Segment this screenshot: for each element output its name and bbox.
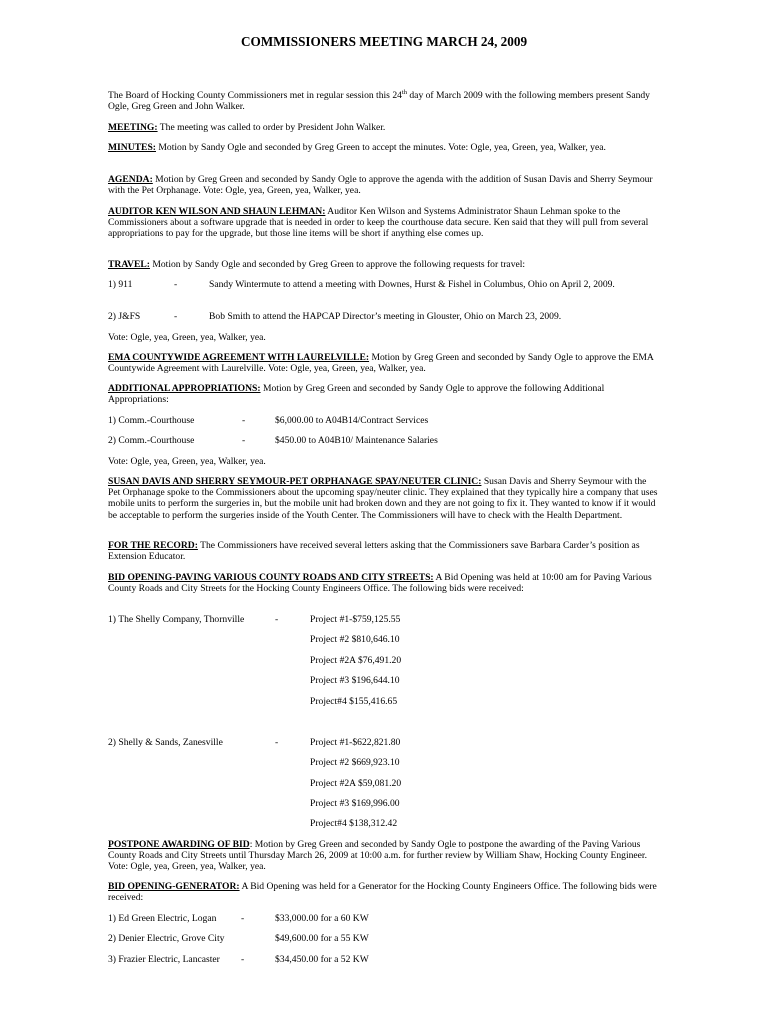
intro-superscript: th	[401, 88, 407, 96]
generator-bidder: 2) Denier Electric, Grove City	[108, 933, 225, 944]
record-heading: FOR THE RECORD:	[108, 540, 198, 551]
appropriations-vote: Vote: Ogle, yea, Green, yea, Walker, yea.	[108, 456, 266, 467]
bidder-label: 2) Shelly & Sands, Zanesville	[108, 737, 223, 748]
minutes-text: Motion by Sandy Ogle and seconded by Greg Green to accept the minutes. Vote: Ogle, yea, Green, yea, Walker, yea.	[155, 142, 606, 153]
agenda-section	[108, 174, 660, 196]
minutes-section	[108, 142, 660, 153]
postpone-text: : Motion by Greg Green and seconded by Sandy Ogle to postpone the awarding of the Paving Various County Roads and City Streets until Thursday March 26, 2009 at 10:00 a.m. for further review by William Shaw, Hocking County Engineer. Vote: Ogle, yea, Green, yea, Walker, yea.	[108, 839, 648, 873]
generator-bidder: 3) Frazier Electric, Lancaster	[108, 954, 220, 965]
bid-paving-section	[108, 572, 660, 594]
project-bid: Project #2A $76,491.20	[310, 655, 402, 666]
bid-generator-section	[108, 881, 660, 903]
bidder-dash: -	[275, 614, 279, 625]
generator-bid: $49,600.00 for a 55 KW	[275, 933, 369, 944]
travel-item-label: 2) J&FS	[108, 311, 141, 322]
generator-dash: -	[241, 913, 245, 924]
project-bid: Project#4 $155,416.65	[310, 696, 398, 707]
bid-generator-heading: BID OPENING-GENERATOR:	[108, 881, 240, 892]
bid-generator-text: A Bid Opening was held for a Generator for the Hocking County Engineers Office. The following bids were received:	[108, 881, 657, 904]
meeting-text: The meeting was called to order by President John Walker.	[157, 122, 386, 133]
project-bid: Project #1-$622,821.80	[310, 737, 401, 748]
appropriation-dash: -	[242, 415, 246, 426]
ema-section	[108, 352, 660, 374]
intro-paragraph	[108, 90, 660, 112]
bidder-label: 1) The Shelly Company, Thornville	[108, 614, 245, 625]
travel-item-text: Sandy Wintermute to attend a meeting with Downes, Hurst & Fishel in Columbus, Ohio on April 2, 2009.	[209, 279, 615, 290]
record-section	[108, 540, 660, 562]
travel-item-dash: -	[174, 311, 178, 322]
appropriation-label: 1) Comm.-Courthouse	[108, 415, 195, 426]
travel-vote: Vote: Ogle, yea, Green, yea, Walker, yea.	[108, 332, 266, 343]
travel-item-text: Bob Smith to attend the HAPCAP Director’s meeting in Glouster, Ohio on March 23, 2009.	[209, 311, 562, 322]
generator-bid: $34,450.00 for a 52 KW	[275, 954, 369, 965]
project-bid: Project #1-$759,125.55	[310, 614, 401, 625]
auditor-heading: AUDITOR KEN WILSON AND SHAUN LEHMAN:	[108, 206, 326, 217]
agenda-text: Motion by Greg Green and seconded by Sandy Ogle to approve the agenda with the addition of Susan Davis and Sherry Seymour with the Pet Orphanage. Vote: Ogle, yea, Green, yea, Walker, yea.	[108, 174, 653, 197]
travel-item-dash: -	[174, 279, 178, 290]
bid-paving-text: A Bid Opening was held at 10:00 am for Paving Various County Roads and City Streets for the Hocking County Engineers Office. The following bids were received:	[108, 572, 652, 595]
travel-text: Motion by Sandy Ogle and seconded by Greg Green to approve the following requests for travel:	[149, 259, 526, 270]
record-text: The Commissioners have received several letters asking that the Commissioners save Barbara Carder’s position as Extension Educator.	[108, 540, 640, 563]
project-bid: Project #2 $669,923.10	[310, 757, 400, 768]
travel-item-label: 1) 911	[108, 279, 133, 290]
bid-paving-heading: BID OPENING-PAVING VARIOUS COUNTY ROADS AND CITY STREETS:	[108, 572, 434, 583]
auditor-section	[108, 206, 660, 240]
project-bid: Project #2 $810,646.10	[310, 634, 400, 645]
project-bid: Project #3 $196,644.10	[310, 675, 400, 686]
project-bid: Project#4 $138,312.42	[310, 818, 398, 829]
auditor-text: Auditor Ken Wilson and Systems Administrator Shaun Lehman spoke to the Commissioners about a software upgrade that is needed in order to keep the courthouse data secure. Ken said that they will pull from several appropriations to pay for the upgrade, but those line items will be short if anything else comes up.	[108, 206, 649, 240]
meeting-section	[108, 122, 660, 133]
generator-bidder: 1) Ed Green Electric, Logan	[108, 913, 217, 924]
document-title: COMMISSIONERS MEETING MARCH 24, 2009	[240, 34, 528, 49]
appropriation-text: $6,000.00 to A04B14/Contract Services	[275, 415, 429, 426]
postpone-heading: POSTPONE AWARDING OF BID	[108, 839, 250, 850]
appropriations-section	[108, 383, 660, 405]
appropriations-heading: ADDITIONAL APPROPRIATIONS:	[108, 383, 261, 394]
intro-text-end: day of March 2009 with the following members present Sandy Ogle, Greg Green and John Walker.	[108, 90, 650, 113]
appropriations-text: Motion by Greg Green and seconded by Sandy Ogle to approve the following Additional Appropriations:	[108, 383, 605, 406]
appropriation-text: $450.00 to A04B10/ Maintenance Salaries	[275, 435, 438, 446]
bidder-dash: -	[275, 737, 279, 748]
project-bid: Project #3 $169,996.00	[310, 798, 400, 809]
intro-text-start: The Board of Hocking County Commissioners met in regular session this 24	[108, 90, 402, 101]
meeting-heading: MEETING:	[108, 122, 158, 133]
travel-heading: TRAVEL:	[108, 259, 150, 270]
agenda-heading: AGENDA:	[108, 174, 153, 185]
ema-heading: EMA COUNTYWIDE AGREEMENT WITH LAURELVILLE:	[108, 352, 370, 363]
project-bid: Project #2A $59,081.20	[310, 778, 402, 789]
appropriation-label: 2) Comm.-Courthouse	[108, 435, 195, 446]
spay-text: Susan Davis and Sherry Seymour with the Pet Orphanage spoke to the Commissioners about the upcoming spay/neuter clinic. They explained that they typically hire a company that uses mobile units to perform the surgeries in, but the mobile unit had broken down and they are not going to fix it. They wanted to know if it would be acceptable to perform the surgeries inside of the Youth Center. The Commissioners will have to check with the Health Department.	[108, 476, 658, 521]
appropriation-dash: -	[242, 435, 246, 446]
generator-bid: $33,000.00 for a 60 KW	[275, 913, 369, 924]
travel-section	[108, 259, 660, 270]
spay-heading: SUSAN DAVIS AND SHERRY SEYMOUR-PET ORPHANAGE SPAY/NEUTER CLINIC:	[108, 476, 482, 487]
minutes-heading: MINUTES:	[108, 142, 156, 153]
generator-dash: -	[241, 954, 245, 965]
spay-section	[108, 476, 660, 521]
ema-text: Motion by Greg Green and seconded by Sandy Ogle to approve the EMA Countywide Agreement with Laurelville. Vote: Ogle, yea, Green, yea, Walker, yea.	[108, 352, 654, 375]
postpone-section	[108, 839, 660, 873]
